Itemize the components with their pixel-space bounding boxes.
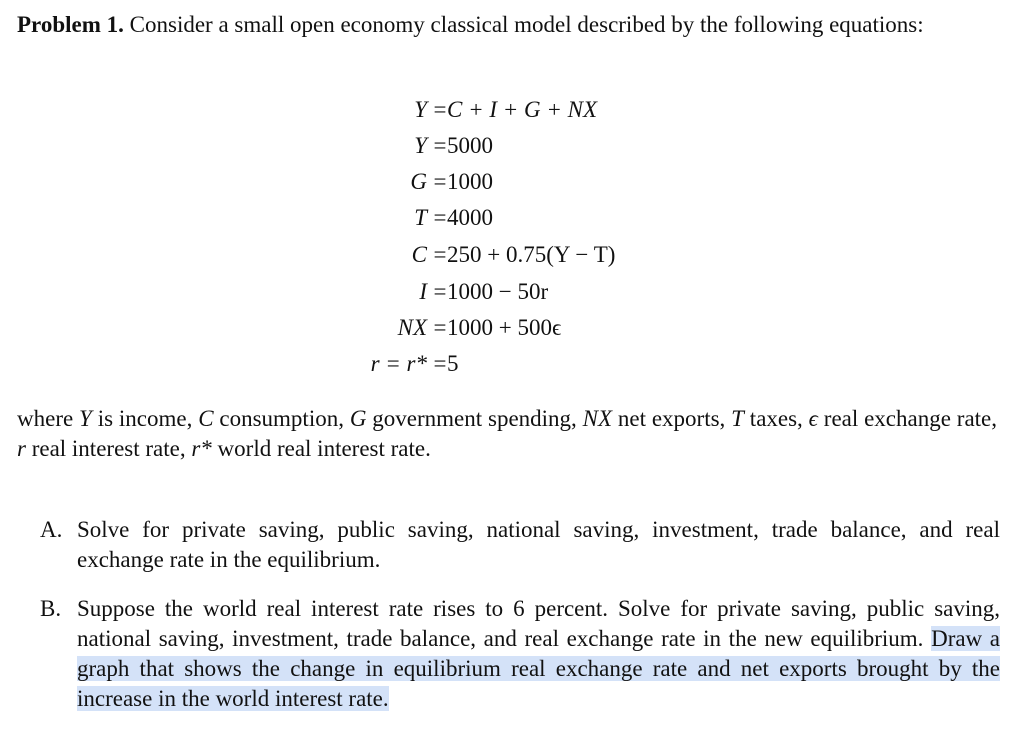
highlighted-text-selection[interactable]: Draw a graph that shows the change in equilibrium real exchange rate and net exports brought by the increase in the world interest rate.	[77, 626, 1001, 711]
definition-text: net exports,	[612, 406, 732, 431]
equation-row	[0, 167, 1020, 197]
equation-row	[0, 131, 1020, 161]
equals-sign: =	[433, 133, 447, 158]
definition-text: real exchange rate,	[817, 406, 998, 431]
equation-lhs: r = r*	[370, 351, 427, 376]
variable-symbol: NX	[582, 406, 613, 431]
equation-rhs: 5	[447, 351, 459, 376]
list-item-a	[40, 515, 1000, 575]
definition-text: government spending,	[366, 406, 583, 431]
list-item-b	[40, 594, 1000, 714]
equation-row	[0, 203, 1020, 233]
equation-rhs: 1000 − 50r	[447, 279, 549, 304]
variable-symbol: G	[349, 406, 367, 431]
variable-symbol: C	[198, 406, 214, 431]
equation-rhs: 1000	[447, 169, 493, 194]
equation-row	[0, 95, 1020, 125]
equation-row	[0, 349, 1020, 379]
equation-row	[0, 277, 1020, 307]
definition-text: is income,	[91, 406, 199, 431]
equals-sign: =	[433, 242, 447, 267]
definition-text: real interest rate,	[25, 436, 192, 461]
definition-text: world real interest rate.	[211, 436, 431, 461]
equation-lhs: NX	[397, 315, 427, 340]
list-item-text	[77, 594, 1000, 714]
problem-heading: Problem 1.	[17, 12, 124, 37]
equals-sign: =	[433, 169, 447, 194]
variable-symbol: ϵ	[808, 406, 818, 431]
equals-sign: =	[433, 315, 447, 340]
equals-sign: =	[433, 279, 447, 304]
equation-lhs: Y	[414, 133, 427, 158]
equation-lhs: Y	[414, 97, 427, 122]
definition-text: taxes,	[743, 406, 809, 431]
equation-rhs: C + I + G + NX	[447, 97, 598, 122]
list-item-body: Suppose the world real interest rate rises to 6 percent. Solve for private saving, public saving, national saving, investment, trade balance, and real exchange rate in the new equilibrium.	[77, 596, 1000, 651]
problem-intro-text: Consider a small open economy classical model described by the following equations:	[123, 12, 924, 37]
equation-lhs: T	[414, 205, 427, 230]
equation-rhs: 250 + 0.75(Y − T)	[447, 242, 616, 267]
equals-sign: =	[433, 205, 447, 230]
equation-rhs: 4000	[447, 205, 493, 230]
variable-symbol: T	[731, 406, 744, 431]
variable-symbol: r	[17, 436, 26, 461]
list-marker: B.	[40, 596, 62, 621]
definition-text: consumption,	[213, 406, 350, 431]
problem-statement	[17, 10, 997, 40]
equation-rhs: 1000 + 500ϵ	[447, 315, 562, 340]
list-item-text: Solve for private saving, public saving, national saving, investment, trade balance, and real exchange rate in the equilibrium.	[77, 517, 1000, 572]
list-marker: A.	[40, 517, 63, 542]
equals-sign: =	[433, 97, 447, 122]
equation-lhs: C	[411, 242, 427, 267]
equation-row	[0, 240, 1020, 270]
variable-definitions	[17, 404, 997, 464]
equals-sign: =	[433, 351, 447, 376]
equation-row	[0, 313, 1020, 343]
variable-symbol: r*	[191, 436, 212, 461]
definition-text: where	[17, 406, 80, 431]
equation-lhs: G	[410, 169, 427, 194]
variable-symbol: Y	[79, 406, 92, 431]
equation-lhs: I	[419, 279, 427, 304]
equation-rhs: 5000	[447, 133, 493, 158]
